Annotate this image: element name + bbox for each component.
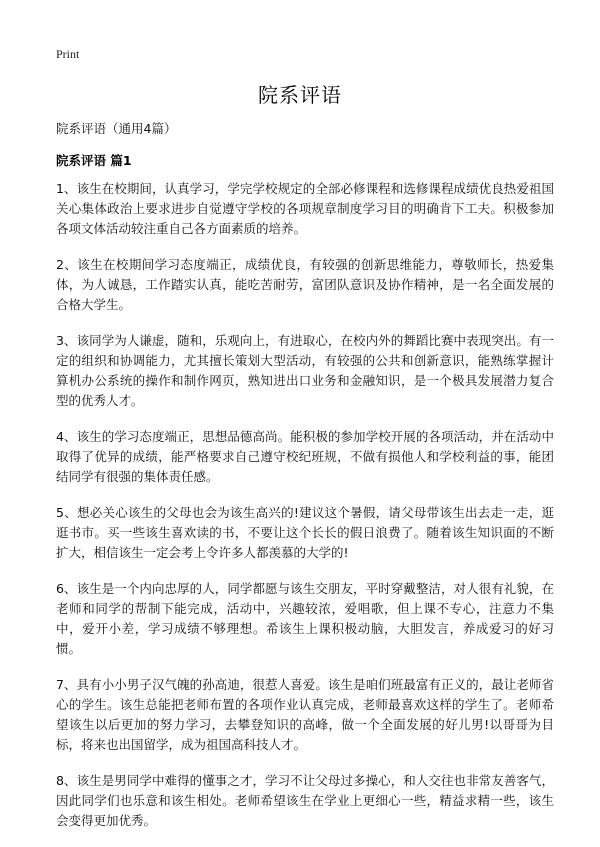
paragraph-4: 4、该生的学习态度端正，思想品德高尚。能积极的参加学校开展的各项活动，并在活动中取得了优异的成绩，能严格要求自己遵守校纪班规，不做有损他人和学校利益的事，能团结同学有很强的集体责任感。 <box>56 429 554 484</box>
paragraph-8: 8、该生是男同学中难得的懂事之才，学习不让父母过多操心，和人交往也非常友善客气，因此同学们也乐意和该生相处。老师希望该生在学业上更细心一些，精益求精一些，该生会变得更加优秀。 <box>56 773 554 828</box>
paragraph-7: 7、具有小小男子汉气魄的孙高迪，很惹人喜爱。该生是咱们班最富有正义的，最让老师省心的学生。该生总能把老师布置的各项作业认真完成，老师最喜欢这样的学生了。老师希望该生以后更加的努力学习，去攀登知识的高峰，做一个全面发展的好儿男!以哥哥为目标，将来也出国留学，成为祖国高科技人才。 <box>56 677 554 752</box>
paragraph-1: 1、该生在校期间，认真学习，学完学校规定的全部必修课程和选修课程成绩优良热爱祖国关心集体政治上要求进步自觉遵守学校的各项规章制度学习目的明确肯下工夫。积极参加各项文体活动较注重自己各方面素质的培养。 <box>56 181 554 236</box>
section-heading: 院系评语 篇1 <box>56 153 132 168</box>
paragraph-2: 2、该生在校期间学习态度端正，成绩优良，有较强的创新思维能力，尊敬师长，热爱集体，为人诚恳，工作踏实认真，能吃苦耐劳，富团队意识及协作精神，是一名全面发展的合格大学生。 <box>56 257 554 312</box>
paragraph-5: 5、想必关心该生的父母也会为该生高兴的!建议这个暑假，请父母带该生出去走一走，逛逛书市。买一些该生喜欢读的书，不要让这个长长的假日浪费了。随着该生知识面的不断扩大，相信该生一定会考上令许多人都羡慕的大学的! <box>56 505 554 560</box>
page-title: 院系评语 <box>258 83 342 107</box>
paragraph-6: 6、该生是一个内向忠厚的人，同学都愿与该生交朋友，平时穿戴整洁，对人很有礼貌，在老师和同学的帮制下能完成，活动中，兴趣较浓，爱唱歌，但上课不专心，注意力不集中，爱开小差，学习成绩不够理想。希该生上课积极动脑，大胆发言，养成爱习的好习惯。 <box>56 581 554 656</box>
page-subtitle: 院系评语（通用4篇） <box>56 121 177 136</box>
article-body <box>56 179 554 847</box>
print-link[interactable]: Print <box>56 47 80 61</box>
paragraph-3: 3、该同学为人谦虚，随和，乐观向上，有进取心，在校内外的舞蹈比赛中表现突出。有一定的组织和协调能力，尤其擅长策划大型活动，有较强的公共和创新意识，能熟练掌握计算机办公系统的操作和制作网页，熟知进出口业务和金融知识，是一个极具发展潜力复合型的优秀人才。 <box>56 333 554 408</box>
